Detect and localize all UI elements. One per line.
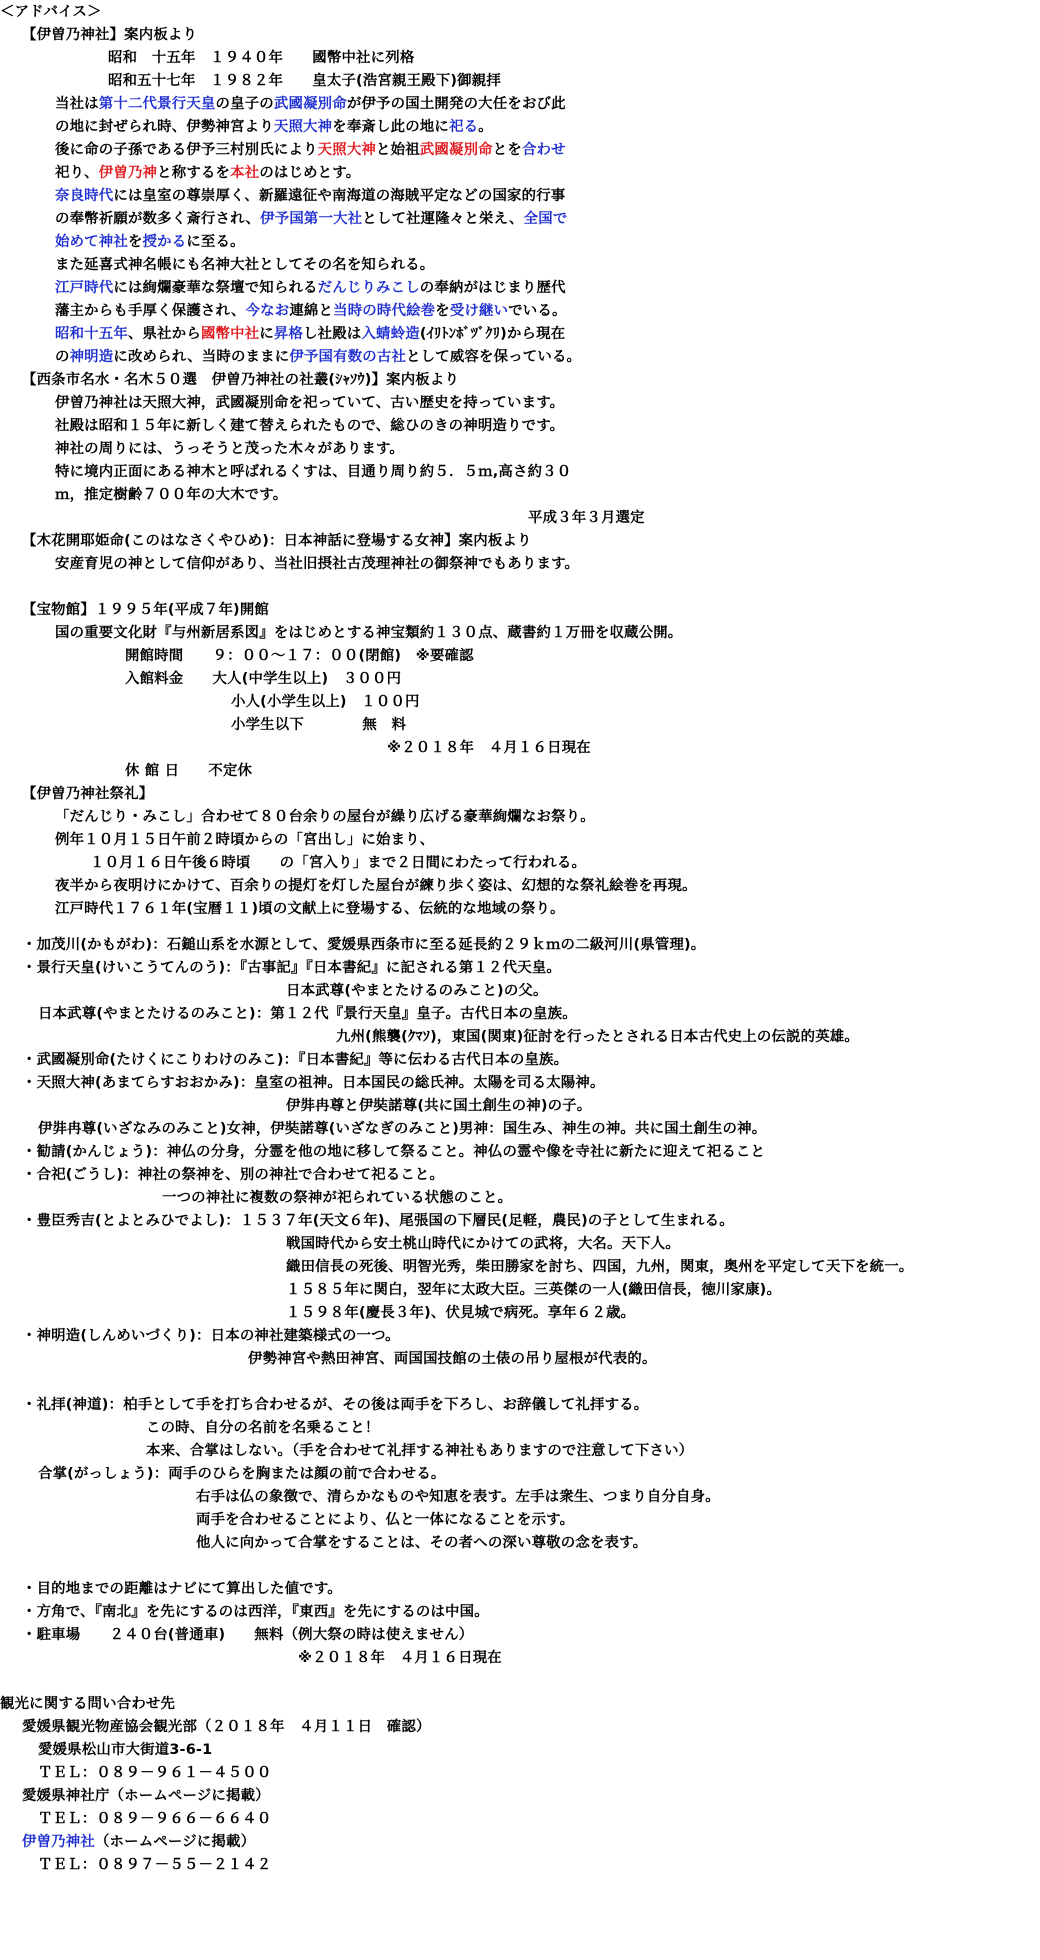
- text-line: [22, 25, 197, 45]
- text-segment: の皇子の: [215, 96, 274, 112]
- text-line: [22, 784, 153, 804]
- text-segment: 日本武尊(やまとたけるのみこと)の父。: [286, 983, 548, 999]
- highlighted-text: 天照大神: [317, 142, 377, 158]
- text-segment: 神社の周りには、うっそうと茂った木々があります。: [55, 441, 405, 457]
- text-segment: 安産育児の神として信仰があり、当社旧摂社古茂理神社の御祭神でもあります。: [55, 556, 580, 572]
- text-line: [22, 1602, 489, 1622]
- text-line: [55, 485, 287, 505]
- text-segment: 【伊曽乃神社】案内板より: [22, 27, 198, 43]
- text-segment: 連綿と: [289, 303, 334, 319]
- text-segment: には皇室の尊崇厚く、新羅遠征や南海道の海賊平定などの国家的行事: [113, 188, 566, 204]
- text-segment: 【伊曽乃神社祭礼】: [22, 786, 154, 802]
- text-segment: この時、自分の名前を名乗ること！: [146, 1420, 380, 1436]
- text-segment: とを: [492, 142, 522, 158]
- highlighted-text: だんじりみこし: [317, 280, 420, 296]
- text-segment: を: [435, 303, 450, 319]
- text-segment: 当社は: [55, 96, 99, 112]
- text-line: [528, 508, 645, 528]
- text-segment: でいる。: [508, 303, 567, 319]
- text-segment: 愛媛県松山市大街道3-6-1: [38, 1742, 213, 1758]
- text-line: [55, 324, 565, 344]
- highlighted-text: 天照大神: [273, 119, 333, 135]
- text-segment: 昭和五十七年 １９８２年 皇太子(浩宮親王殿下)御親拝: [108, 73, 501, 89]
- text-segment: に至る。: [186, 234, 245, 250]
- text-line: [55, 623, 682, 643]
- text-line: [22, 1786, 270, 1806]
- text-line: [146, 1418, 379, 1438]
- text-line: [22, 1395, 648, 1415]
- text-segment: 愛媛県観光物産協会観光部（２０１８年 ４月１１日 確認）: [22, 1719, 431, 1735]
- text-segment: 。: [478, 119, 493, 135]
- text-segment: に: [259, 326, 274, 342]
- text-segment: 藩主からも手厚く保護され、: [55, 303, 246, 319]
- highlighted-text: 授かる: [142, 234, 187, 250]
- text-segment: の奉納がはじまり歴代: [419, 280, 566, 296]
- text-line: [196, 1510, 574, 1530]
- text-segment: 【西条市名水・名木５０選 伊曽乃神社の社叢(ｼｬｿｳ)】案内板より: [22, 372, 460, 388]
- highlighted-text: 昭和十五年: [55, 326, 128, 342]
- text-line: [38, 1464, 446, 1484]
- highlighted-text: 祀る: [448, 119, 479, 135]
- text-line: [55, 554, 579, 574]
- text-line: [55, 209, 567, 229]
- highlighted-text: 伊曽乃神: [98, 165, 158, 181]
- text-line: [55, 807, 595, 827]
- text-line: [286, 981, 548, 1001]
- text-segment: ＜アドバイス＞: [0, 4, 102, 20]
- text-line: [22, 1625, 473, 1645]
- text-segment: として社運隆々と栄え、: [362, 211, 524, 227]
- text-segment: 一つの神社に複数の祭神が祀られている状態のこと。: [162, 1190, 513, 1206]
- text-segment: を: [127, 234, 143, 250]
- text-segment: 【木花開耶姫命(このはなさくやひめ)：日本神話に登場する女神】案内板より: [22, 533, 532, 549]
- highlighted-text: 本社: [230, 165, 260, 181]
- highlighted-text: 伊曽乃神社: [22, 1834, 95, 1850]
- text-segment: 日本武尊(やまとたけるのみこと)：第１２代『景行天皇』皇子。古代日本の皇族。: [38, 1006, 577, 1022]
- text-line: [55, 186, 565, 206]
- text-line: [38, 1004, 577, 1024]
- text-line: [55, 899, 565, 919]
- text-segment: 開館時間 ９：００～１７：００(閉館) ※要確認: [125, 648, 474, 664]
- text-segment: 戦国時代から安土桃山時代にかけての武将，大名。天下人。: [286, 1236, 680, 1252]
- text-line: [55, 140, 566, 160]
- text-segment: 、県社から: [127, 326, 201, 342]
- highlighted-text: 神明造: [69, 349, 114, 365]
- text-line: [22, 1050, 568, 1070]
- text-segment: 昭和 十五年 １９４０年 國幣中社に列格: [108, 50, 415, 66]
- text-segment: １５９８年(慶長３年)、伏見城で病死。享年６２歳。: [286, 1305, 636, 1321]
- text-line: [286, 1096, 591, 1116]
- text-line: [286, 1303, 635, 1323]
- text-segment: 伊曽乃神社は天照大神，武國凝別命を祀っていて、古い歴史を持っています。: [55, 395, 565, 411]
- text-line: [55, 439, 404, 459]
- text-segment: 愛媛県神社庁（ホームページに掲載）: [22, 1788, 270, 1804]
- text-segment: のはじめとす。: [259, 165, 361, 181]
- text-line: [146, 1441, 693, 1461]
- text-segment: を奉斎し此の地に: [332, 119, 449, 135]
- text-line: [0, 1694, 175, 1714]
- text-segment: 例年１０月１５日午前２時頃からの「宮出し」に始まり、: [55, 832, 435, 848]
- text-segment: 江戸時代１７６１年(宝暦１１)頃の文献上に登場する、伝統的な地域の祭り。: [55, 901, 565, 917]
- text-line: [55, 876, 697, 896]
- text-line: [286, 1234, 680, 1254]
- text-line: [387, 738, 591, 758]
- text-line: [22, 1142, 765, 1162]
- text-line: [55, 347, 581, 367]
- text-segment: 九州(熊襲(ｸﾏｿ)，東国(関東)征討を行ったとされる日本古代史上の伝説的英雄。: [336, 1029, 859, 1045]
- text-segment: 国の重要文化財『与州新居系図』をはじめとする神宝類約１３０点、蔵書約１万冊を収蔵公開。: [55, 625, 683, 641]
- text-line: [125, 646, 474, 666]
- text-segment: 伊勢神宮や熱田神宮、両国国技館の土俵の吊り屋根が代表的。: [248, 1351, 657, 1367]
- text-line: [22, 531, 532, 551]
- text-segment: ※２０１８年 ４月１６日現在: [387, 740, 591, 756]
- text-line: [55, 117, 493, 137]
- highlighted-text: 昇格: [273, 326, 304, 342]
- text-segment: ・加茂川(かもがわ)：石鎚山系を水源として、愛媛県西条市に至る延長約２９ｋｍの二級河川(県管理)。: [22, 937, 706, 953]
- text-segment: ※２０１８年 ４月１６日現在: [298, 1650, 502, 1666]
- text-segment: には絢爛豪華な祭壇で知られる: [113, 280, 318, 296]
- text-line: [22, 1073, 605, 1093]
- text-segment: と始祖: [376, 142, 420, 158]
- text-line: [22, 935, 705, 955]
- text-segment: の地に封ぜられ時、伊勢神宮より: [55, 119, 274, 135]
- text-segment: (ｲﾘﾄﾝﾎﾞﾂﾞｸﾘ)から現在: [419, 326, 566, 342]
- text-segment: ・天照大神(あまてらすおおかみ)：皇室の祖神。日本国民の総氏神。太陽を司る太陽神。: [22, 1075, 605, 1091]
- highlighted-text: 受け継い: [449, 303, 509, 319]
- text-line: [336, 1027, 859, 1047]
- text-segment: 平成３年３月選定: [528, 510, 645, 526]
- text-segment: 伊弉冉尊(いざなみのみこと)女神，伊奘諾尊(いざなぎのみこと)男神：国生み、神生の神。共に国土創生の神。: [38, 1121, 767, 1137]
- text-segment: ・豊臣秀吉(とよとみひでよし)：１５３７年(天文６年)、尾張国の下層民(足軽，農民)の子として生まれる。: [22, 1213, 734, 1229]
- text-line: [125, 761, 252, 781]
- text-segment: 社殿は昭和１５年に新しく建て替えられたもので、総ひのきの神明造りです。: [55, 418, 565, 434]
- highlighted-text: 江戸時代: [55, 280, 114, 296]
- text-line: [196, 1533, 647, 1553]
- text-segment: 織田信長の死後、明智光秀，柴田勝家を討ち、四国，九州，関東，奥州を平定して天下を統一。: [286, 1259, 914, 1275]
- highlighted-text: 合わせ: [521, 142, 566, 158]
- text-line: [90, 853, 586, 873]
- text-line: [22, 1165, 444, 1185]
- highlighted-text: 当時の時代絵巻: [333, 303, 436, 319]
- highlighted-text: 第十二代景行天皇: [98, 96, 216, 112]
- highlighted-text: 始めて神社: [55, 234, 128, 250]
- text-segment: と称するを: [157, 165, 231, 181]
- text-segment: ・神明造(しんめいづくり)：日本の神社建築様式の一つ。: [22, 1328, 400, 1344]
- text-segment: 休 館 日 不定休: [125, 763, 253, 779]
- text-line: [248, 1349, 657, 1369]
- text-segment: ・駐車場 ２４０台(普通車) 無料（例大祭の時は使えません）: [22, 1627, 474, 1643]
- highlighted-text: 入蜻蛉造: [361, 326, 420, 342]
- text-segment: ＴＥＬ：０８９７－５５－２１４２: [38, 1857, 272, 1873]
- text-line: [22, 958, 561, 978]
- text-segment: 特に境内正面にある神木と呼ばれるくすは、目通り周り約５．５ｍ,高さ約３０: [55, 464, 572, 480]
- text-segment: 小学生以下 無 料: [231, 717, 407, 733]
- text-segment: １５８５年に関白，翌年に太政大臣。三英傑の一人(織田信長，徳川家康)。: [286, 1282, 782, 1298]
- text-line: [55, 462, 571, 482]
- text-line: [22, 1579, 342, 1599]
- text-segment: ＴＥＬ：０８９－９６１－４５００: [38, 1765, 272, 1781]
- text-line: [286, 1280, 781, 1300]
- text-line: [231, 715, 406, 735]
- text-line: [38, 1119, 766, 1139]
- text-line: [55, 301, 567, 321]
- highlighted-text: 武國凝別命: [419, 142, 493, 158]
- text-line: [298, 1648, 502, 1668]
- text-line: [55, 416, 564, 436]
- text-segment: 合掌(がっしょう)：両手のひらを胸または顔の前で合わせる。: [38, 1466, 446, 1482]
- text-line: [108, 48, 414, 68]
- text-segment: の奉幣祈願が数多く斎行され、: [55, 211, 261, 227]
- text-segment: 右手は仏の象徴で、清らかなものや知恵を表す。左手は衆生、つまり自分自身。: [196, 1489, 720, 1505]
- text-line: [286, 1257, 913, 1277]
- text-segment: に改められ、当時のままに: [113, 349, 290, 365]
- text-line: [22, 1832, 255, 1852]
- text-line: [55, 255, 434, 275]
- text-segment: ・合祀(ごうし)：神社の祭神を、別の神社で合わせて祀ること。: [22, 1167, 445, 1183]
- text-segment: 本来、合掌はしない。（手を合わせて礼拝する神社もありますので注意して下さい）: [146, 1443, 694, 1459]
- text-segment: として威容を保っている。: [406, 349, 582, 365]
- text-line: [162, 1188, 512, 1208]
- text-line: [38, 1740, 212, 1760]
- text-segment: 「だんじり・みこし」合わせて８０台余りの屋台が繰り広げる豪華絢爛なお祭り。: [55, 809, 595, 825]
- text-segment: 後に命の子孫である伊予三村別氏により: [55, 142, 318, 158]
- text-segment: ・目的地までの距離はナビにて算出した値です。: [22, 1581, 342, 1597]
- text-segment: し社殿は: [303, 326, 362, 342]
- text-line: [55, 278, 566, 298]
- highlighted-text: 伊予国第一大社: [260, 211, 363, 227]
- text-line: [196, 1487, 720, 1507]
- highlighted-text: 今なお: [245, 303, 290, 319]
- text-line: [22, 1326, 400, 1346]
- text-line: [22, 1211, 734, 1231]
- text-line: [22, 600, 269, 620]
- text-segment: 観光に関する問い合わせ先: [0, 1696, 176, 1712]
- highlighted-text: 伊予国有数の古社: [289, 349, 407, 365]
- text-line: [55, 94, 566, 114]
- text-segment: 夜半から夜明けにかけて、百余りの提灯を灯した屋台が練り歩く姿は、幻想的な祭礼絵巻を再現。: [55, 878, 697, 894]
- text-line: [38, 1763, 271, 1783]
- text-line: [55, 393, 564, 413]
- text-line: [108, 71, 501, 91]
- text-segment: が伊予の国土開発の大任をおび此: [346, 96, 566, 112]
- text-segment: 伊弉冉尊と伊奘諾尊(共に国土創生の神)の子。: [286, 1098, 592, 1114]
- highlighted-text: 武國凝別命: [273, 96, 347, 112]
- highlighted-text: 全国で: [523, 211, 568, 227]
- text-segment: ＴＥＬ：０８９－９６６－６６４０: [38, 1811, 272, 1827]
- text-line: [231, 692, 420, 712]
- text-segment: 他人に向かって合掌をすることは、その者への深い尊敬の念を表す。: [196, 1535, 648, 1551]
- text-segment: （ホームページに掲載）: [94, 1834, 256, 1850]
- text-line: [38, 1855, 271, 1875]
- highlighted-text: 奈良時代: [55, 188, 114, 204]
- text-line: [22, 1717, 431, 1737]
- text-line: [22, 370, 459, 390]
- text-line: [55, 163, 360, 183]
- text-segment: ・武國凝別命(たけくにこりわけのみこ)：『日本書紀』等に伝わる古代日本の皇族。: [22, 1052, 569, 1068]
- text-segment: ・方角で、『南北』を先にするのは西洋，『東西』を先にするのは中国。: [22, 1604, 489, 1620]
- text-segment: また延喜式神名帳にも名神大社としてその名を知られる。: [55, 257, 435, 273]
- text-segment: 入館料金 大人(中学生以上) ３００円: [125, 671, 402, 687]
- text-segment: 両手を合わせることにより、仏と一体になることを示す。: [196, 1512, 575, 1528]
- text-segment: ・勧請(かんじょう)：神仏の分身，分霊を他の地に移して祭ること。神仏の霊や像を寺社に新たに迎えて祀ること: [22, 1144, 766, 1160]
- text-segment: １０月１６日午後６時頃 の「宮入り」まで２日間にわたって行われる。: [90, 855, 587, 871]
- text-segment: 【宝物館】１９９５年(平成７年)開館: [22, 602, 270, 618]
- text-segment: ・景行天皇(けいこうてんのう)：『古事記』『日本書紀』に記される第１２代天皇。: [22, 960, 562, 976]
- text-line: [38, 1809, 271, 1829]
- text-segment: ・礼拝(神道)：柏手として手を打ち合わせるが、その後は両手を下ろし、お辞儀して礼拝する。: [22, 1397, 649, 1413]
- text-line: [0, 2, 102, 22]
- text-line: [125, 669, 401, 689]
- text-line: [55, 232, 245, 252]
- text-segment: 祀り、: [55, 165, 99, 181]
- text-segment: 小人(小学生以上) １００円: [231, 694, 420, 710]
- text-segment: の: [55, 349, 70, 365]
- text-segment: ｍ，推定樹齢７００年の大木です。: [55, 487, 288, 503]
- text-line: [55, 830, 434, 850]
- highlighted-text: 國幣中社: [200, 326, 260, 342]
